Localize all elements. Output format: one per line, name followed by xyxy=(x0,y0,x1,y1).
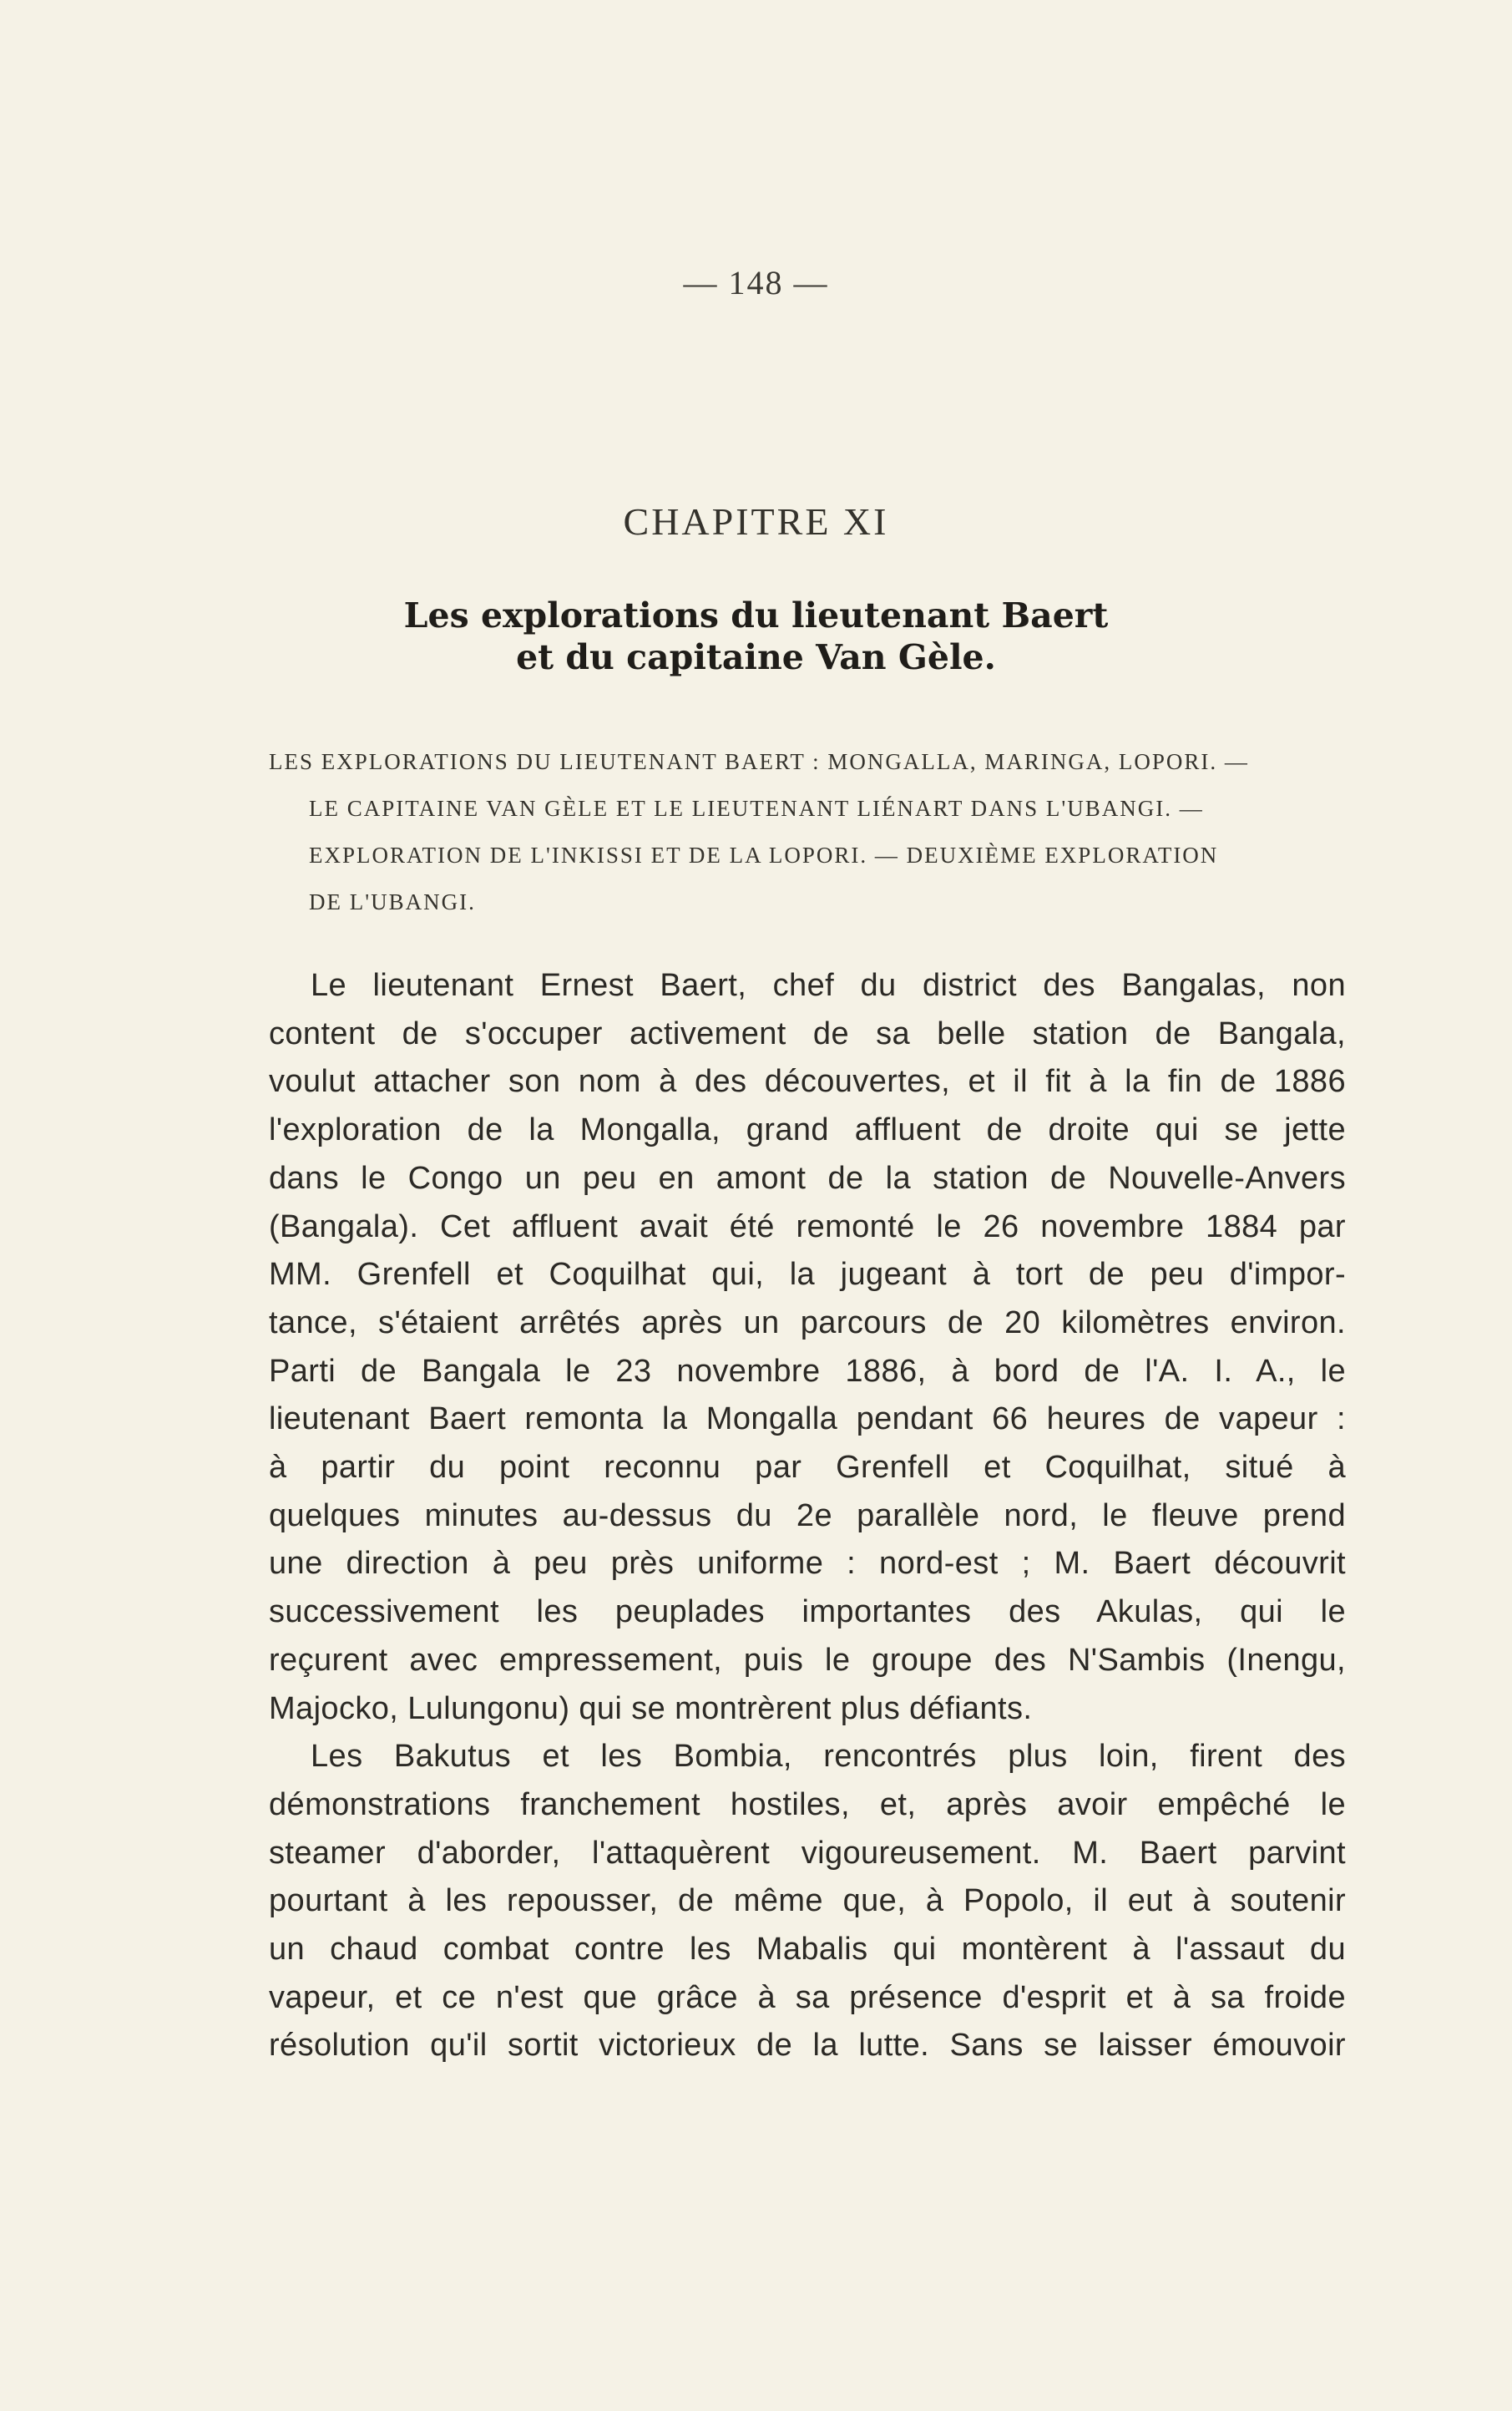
body-text xyxy=(269,962,1346,2070)
chapter-summary xyxy=(269,738,1346,925)
chapter-title xyxy=(250,595,1262,678)
body-line: (Bangala). Cet affluent avait été remonté le 26 novembre 1884 par xyxy=(269,1208,1346,1244)
body-line: l'exploration de la Mongalla, grand affluent de droite qui se jette xyxy=(269,1112,1346,1148)
body-line: Le lieutenant Ernest Baert, chef du district des Bangalas, non xyxy=(311,968,1346,1003)
chapter-title-line: Les explorations du lieutenant Baert xyxy=(403,595,1109,636)
body-line: reçurent avec empressement, puis le groupe des N'Sambis (Inengu, xyxy=(269,1642,1346,1678)
body-line: pourtant à les repousser, de même que, à Popolo, il eut à soutenir xyxy=(269,1883,1346,1919)
body-line: Parti de Bangala le 23 novembre 1886, à bord de l'A. I. A., le xyxy=(269,1353,1346,1389)
body-line: à partir du point reconnu par Grenfell et Coquilhat, situé à xyxy=(269,1450,1346,1486)
body-line: content de s'occuper activement de sa belle station de Bangala, xyxy=(269,1016,1346,1051)
summary-line: EXPLORATION DE L'INKISSI ET DE LA LOPORI. — DEUXIÈME EXPLORATION xyxy=(309,843,1219,868)
body-line: démonstrations franchement hostiles, et, après avoir empêché le xyxy=(269,1786,1346,1822)
body-line: quelques minutes au-dessus du 2e parallèle nord, le fleuve prend xyxy=(269,1497,1346,1533)
body-line: dans le Congo un peu en amont de la station de Nouvelle-Anvers xyxy=(269,1160,1346,1196)
body-line: une direction à peu près uniforme : nord-est ; M. Baert découvrit xyxy=(269,1546,1346,1582)
body-line: MM. Grenfell et Coquilhat qui, la jugeant à tort de peu d'impor- xyxy=(269,1257,1346,1293)
body-line: Majocko, Lulungonu) qui se montrèrent plus défiants. xyxy=(269,1690,1033,1726)
body-line: voulut attacher son nom à des découvertes, et il fit à la fin de 1886 xyxy=(269,1064,1346,1100)
chapter-heading: CHAPITRE XI xyxy=(623,500,889,543)
page-number: — 148 — xyxy=(683,264,829,301)
body-line: un chaud combat contre les Mabalis qui montèrent à l'assaut du xyxy=(269,1932,1346,1968)
body-line: vapeur, et ce n'est que grâce à sa présence d'esprit et à sa froide xyxy=(269,1979,1346,2015)
body-line: steamer d'aborder, l'attaquèrent vigoureusement. M. Baert parvint xyxy=(269,1835,1346,1871)
summary-line: DE L'UBANGI. xyxy=(309,889,476,914)
summary-line: LE CAPITAINE VAN GÈLE ET LE LIEUTENANT LIÉNART DANS L'UBANGI. — xyxy=(309,796,1204,821)
body-line: résolution qu'il sortit victorieux de la lutte. Sans se laisser émouvoir xyxy=(269,2028,1346,2064)
body-line: tance, s'étaient arrêtés après un parcours de 20 kilomètres environ. xyxy=(269,1304,1346,1340)
summary-line: LES EXPLORATIONS DU LIEUTENANT BAERT : MONGALLA, MARINGA, LOPORI. — xyxy=(269,749,1249,774)
body-line: successivement les peuplades importantes des Akulas, qui le xyxy=(269,1594,1346,1630)
body-line: lieutenant Baert remonta la Mongalla pendant 66 heures de vapeur : xyxy=(269,1401,1346,1437)
chapter-title-line: et du capitaine Van Gèle. xyxy=(516,637,996,677)
body-line: Les Bakutus et les Bombia, rencontrés plus loin, firent des xyxy=(311,1739,1346,1775)
